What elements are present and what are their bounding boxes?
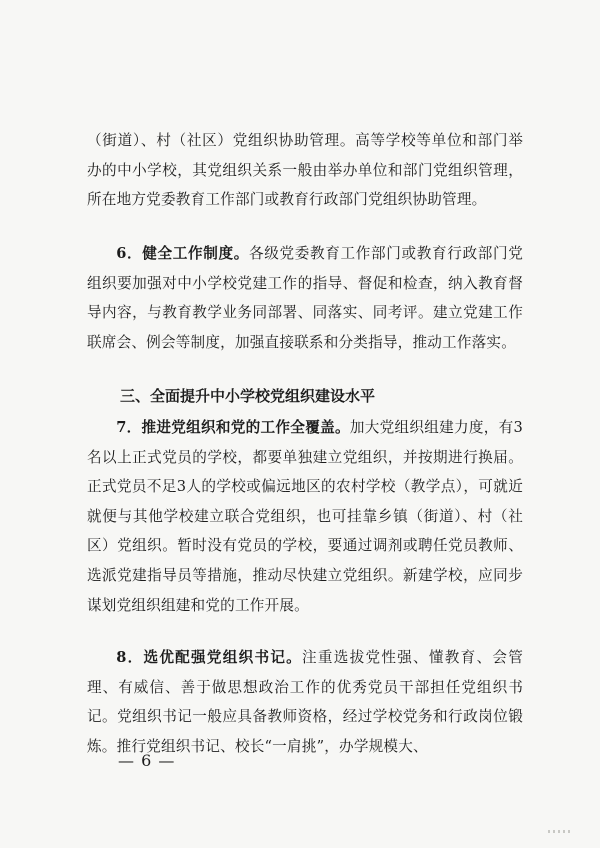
paragraph-text: 注重选拔党性强、懂教育、会管理、有威信、善于做思想政治工作的优秀党员干部担任党组织书记。党组织书记一般应具备教师资格，经过学校党务和行政岗位锻炼。推行党组织书记、校长“一肩挑”，办学规模大、 [87,649,523,755]
item-lead: 8．选优配强党组织书记。 [116,649,303,666]
page-number: — 6 — [118,751,176,770]
paragraph-text: （街道）、村（社区）党组织协助管理。高等学校等单位和部门举办的中小学校，其党组织关系一般由举办单位和部门党组织管理，所在地方党委教育工作部门或教育行政部门党组织协助管理。 [87,132,523,209]
paragraph-item-6 [87,239,523,357]
paragraph-item-7 [87,413,523,620]
item-lead: 6．健全工作制度。 [116,245,249,262]
section-heading: 三、全面提升中小学校党组织建设水平 [120,387,376,405]
paragraph-item-8 [87,643,523,761]
paragraph-continuation [87,126,523,215]
paragraph-text: 各级党委教育工作部门或教育行政部门党组织要加强对中小学校党建工作的指导、督促和检查，纳入教育督导内容，与教育教学业务同部署、同落实、同考评。建立党建工作联席会、例会等制度，加强直接联系和分类指导，推动工作落实。 [87,245,523,351]
item-lead: 7．推进党组织和党的工作全覆盖。 [116,419,350,436]
paragraph-text: 加大党组织组建力度，有3名以上正式党员的学校，都要单独建立党组织，并按期进行换届。正式党员不足3人的学校或偏远地区的农村学校（教学点），可就近就便与其他学校建立联合党组织，也可挂靠乡镇（街道）、村（社区）党组织。暂时没有党员的学校，要通过调剂或聘任党员教师、选派党建指导员等措施，推动尽快建立党组织。新建学校，应同步谋划党组织组建和党的工作开展。 [87,419,524,614]
scan-artifact [548,830,572,833]
